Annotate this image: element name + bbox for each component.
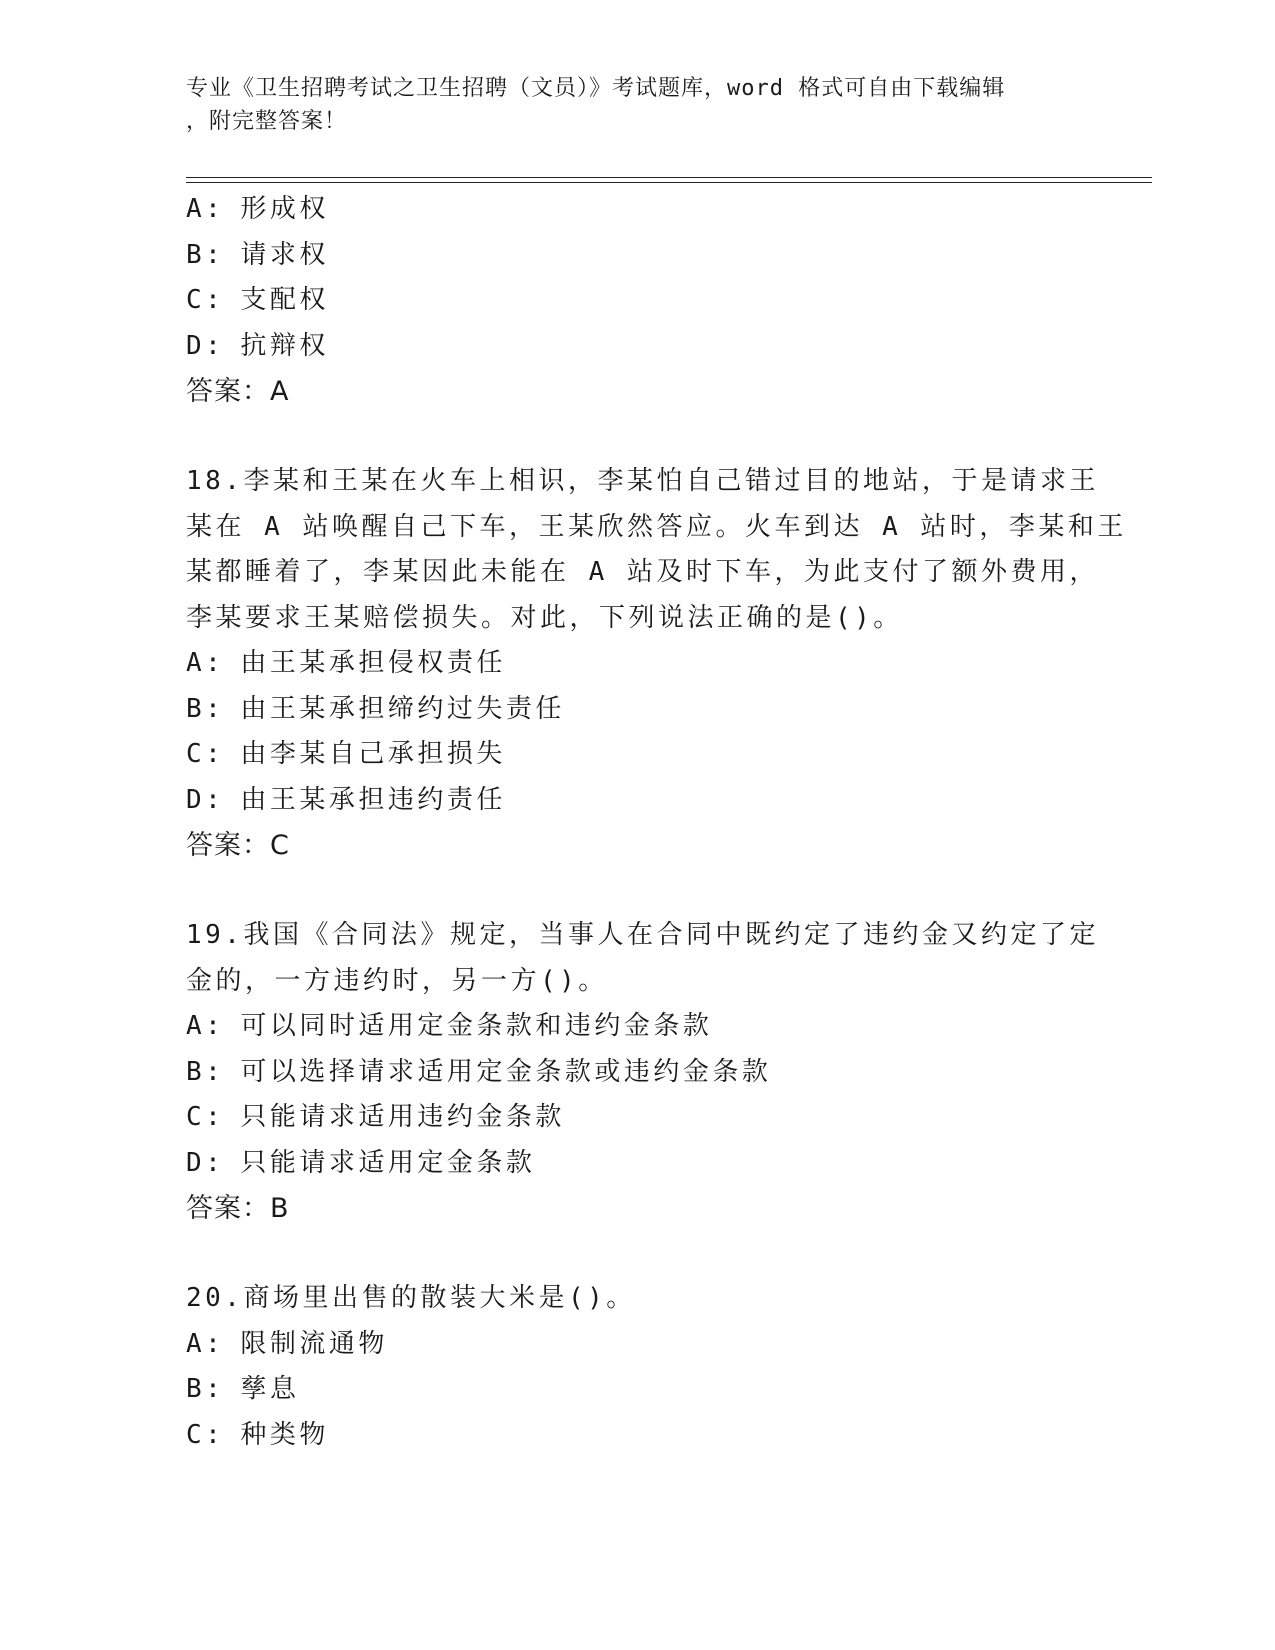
option-text: 由王某承担侵权责任 [240, 648, 506, 678]
document-header [186, 72, 1066, 138]
header-rule-top [186, 177, 1152, 178]
option-letter: B: [186, 239, 225, 270]
option-letter: D: [186, 1147, 225, 1178]
option-a [186, 641, 1086, 687]
option-letter: C: [186, 1419, 225, 1450]
question-stem-line: 某在 A 站唤醒自己下车，王某欣然答应。火车到达 A 站时，李某和王 [186, 511, 1127, 542]
answer-line: 答案：B [186, 1193, 290, 1224]
question-19 [186, 913, 1099, 1232]
option-d [186, 1141, 1086, 1187]
option-letter: A: [186, 1011, 225, 1041]
header-line-1: 专业《卫生招聘考试之卫生招聘（文员）》考试题库，word 格式可自由下载编辑 [186, 76, 1006, 101]
option-text: 由王某承担缔约过失责任 [240, 693, 565, 724]
question-18 [186, 459, 1127, 869]
question-stem-line: 19.我国《合同法》规定，当事人在合同中既约定了违约金又约定了定 [186, 920, 1099, 950]
option-b [186, 1367, 1086, 1413]
option-b [186, 687, 1086, 733]
option-c [186, 278, 1086, 324]
option-letter: B: [186, 693, 225, 724]
option-letter: A: [186, 194, 225, 224]
option-a [186, 1004, 1086, 1050]
option-c [186, 1413, 1086, 1459]
option-text: 由王某承担违约责任 [240, 784, 506, 815]
question-stem-line: 李某要求王某赔偿损失。对此，下列说法正确的是()。 [186, 602, 903, 633]
question-20 [186, 1276, 1086, 1458]
option-letter: B: [186, 1056, 225, 1087]
question-stem-line: 某都睡着了，李某因此未能在 A 站及时下车，为此支付了额外费用， [186, 557, 1099, 587]
option-text: 只能请求适用违约金条款 [240, 1102, 565, 1132]
answer-line: 答案：C [186, 830, 290, 861]
option-text: 可以选择请求适用定金条款或违约金条款 [240, 1056, 772, 1087]
option-letter: D: [186, 784, 225, 815]
option-text: 只能请求适用定金条款 [240, 1147, 536, 1178]
option-letter: C: [186, 285, 225, 315]
option-letter: C: [186, 1102, 225, 1132]
header-line-2: ，附完整答案！ [186, 109, 348, 134]
option-text: 可以同时适用定金条款和违约金条款 [240, 1011, 713, 1041]
option-c [186, 732, 1086, 778]
option-text: 请求权 [240, 239, 329, 270]
option-text: 由李某自己承担损失 [240, 739, 506, 769]
option-a [186, 1322, 1086, 1368]
option-text: 支配权 [240, 285, 329, 315]
option-letter: C: [186, 739, 225, 769]
option-d [186, 324, 1086, 370]
option-letter: A: [186, 648, 225, 678]
option-b [186, 233, 1086, 279]
option-b [186, 1050, 1086, 1096]
header-rule-bottom [186, 182, 1152, 183]
question-17 [186, 187, 1086, 415]
question-stem-line: 金的，一方违约时，另一方()。 [186, 965, 608, 996]
question-stem-line: 20.商场里出售的散装大米是()。 [186, 1283, 636, 1313]
option-letter: A: [186, 1328, 225, 1359]
option-d [186, 778, 1086, 824]
question-stem-line: 18.李某和王某在火车上相识，李某怕自己错过目的地站，于是请求王 [186, 466, 1099, 496]
option-c [186, 1095, 1086, 1141]
option-text: 限制流通物 [240, 1328, 388, 1359]
question-list [186, 187, 1127, 1458]
option-letter: D: [186, 330, 225, 361]
option-text: 种类物 [240, 1419, 329, 1450]
option-text: 抗辩权 [240, 330, 329, 361]
option-letter: B: [186, 1374, 225, 1404]
option-text: 形成权 [240, 194, 329, 224]
answer-line: 答案：A [186, 376, 290, 407]
option-text: 孳息 [240, 1374, 300, 1404]
option-a [186, 187, 1086, 233]
